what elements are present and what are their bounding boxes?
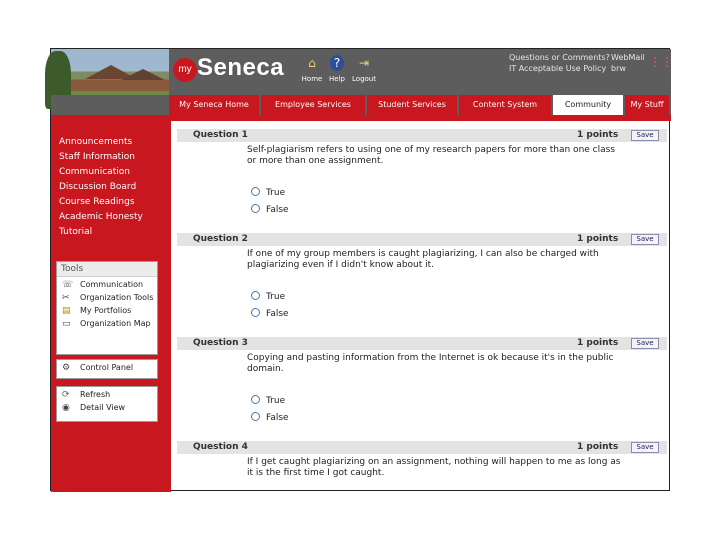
sidebar-item-communication[interactable]: Communication [59,167,130,177]
map-icon: ▭ [62,319,71,329]
answer-option-false[interactable]: False [251,412,289,424]
refresh-icon: ⟳ [62,390,70,400]
logout-icon: ⇥ [358,56,370,70]
top-links [509,52,610,74]
radio-button[interactable] [251,308,260,317]
question-text: If I get caught plagiarizing on an assignment, nothing will happen to me as long as it is the first time I got caught. [247,457,621,478]
question-header [177,129,667,142]
refresh-link[interactable]: ⟳ Refresh [62,390,111,400]
questions-link[interactable]: Questions or Comments? [509,53,610,62]
sidebar [51,121,171,492]
logo-seneca: Seneca [197,54,285,81]
sidebar-item-tutorial[interactable]: Tutorial [59,227,93,237]
radio-button[interactable] [251,291,260,300]
grid-icon[interactable]: ⋮⋮ [649,55,673,69]
tab-my-seneca-home[interactable]: My Seneca Home [169,95,261,115]
brw-link[interactable]: brw [611,64,626,73]
tools-panel [56,261,158,355]
header-bar [51,49,671,95]
question-text: Self-plagiarism refers to using one of my research papers for more than one class or more than one assignment. [247,145,616,166]
question-title: Question 3 [193,338,248,348]
question-title: Question 4 [193,442,248,452]
tools-heading: Tools [57,262,157,277]
save-button[interactable]: Save [631,338,659,349]
control-panel-icon: ⚙ [62,363,71,373]
tool-my-portfolios[interactable]: ▤ My Portfolios [62,306,132,316]
answer-option-false[interactable]: False [251,204,289,216]
question-header [177,233,667,246]
sidebar-nav [59,135,143,240]
question-points: 1 points [577,442,619,452]
question-points: 1 points [577,338,619,348]
question-block [177,233,667,319]
top-right-links [611,52,645,74]
help-button[interactable]: ? Help [329,56,345,83]
home-button[interactable]: ⌂ Home [299,55,325,83]
save-button[interactable]: Save [631,234,659,245]
acceptable-use-link[interactable]: IT Acceptable Use Policy [509,64,607,73]
control-panel-link[interactable]: ⚙ Control Panel [62,363,134,373]
save-button[interactable]: Save [631,442,659,453]
answer-option-true[interactable]: True [251,291,285,303]
portfolio-icon: ▤ [62,306,71,316]
question-points: 1 points [577,130,619,140]
question-block [177,337,667,423]
view-options-box [56,386,158,422]
radio-button[interactable] [251,187,260,196]
radio-button[interactable] [251,395,260,404]
answer-option-false[interactable]: False [251,308,289,320]
organization-tools-icon: ✂ [62,293,70,303]
question-points: 1 points [577,234,619,244]
save-button[interactable]: Save [631,130,659,141]
answer-option-true[interactable]: True [251,187,285,199]
question-title: Question 1 [193,130,248,140]
browser-frame [50,48,673,491]
question-block [177,441,667,478]
tab-my-stuff[interactable]: My Stuff [625,95,671,115]
sidebar-item-academic-honesty[interactable]: Academic Honesty [59,212,143,222]
tab-student-services[interactable]: Student Services [367,95,459,115]
home-icon: ⌂ [308,56,316,70]
help-icon: ? [330,55,344,71]
sidebar-item-course-readings[interactable]: Course Readings [59,197,135,207]
logout-button[interactable]: ⇥ Logout [352,56,376,83]
question-header [177,441,667,454]
tool-organization-map[interactable]: ▭ Organization Map [62,319,151,329]
detail-view-icon: ◉ [62,403,70,413]
tab-employee-services[interactable]: Employee Services [261,95,367,115]
sidebar-item-staff-information[interactable]: Staff Information [59,152,135,162]
radio-button[interactable] [251,204,260,213]
question-header [177,337,667,350]
question-title: Question 2 [193,234,248,244]
sidebar-item-announcements[interactable]: Announcements [59,137,133,147]
question-text: If one of my group members is caught plagiarizing, I can also be charged with plagiarizing even if I didn't know about it. [247,249,599,270]
tab-content-system[interactable]: Content System [459,95,553,115]
answer-option-true[interactable]: True [251,395,285,407]
quiz-content [177,127,669,492]
tool-organization-tools[interactable]: ✂ Organization Tools [62,293,154,303]
communication-icon: ☏ [62,280,74,290]
tool-communication[interactable]: ☏ Communication [62,280,144,290]
question-block [177,129,667,215]
control-panel-box [56,359,158,379]
sidebar-item-discussion-board[interactable]: Discussion Board [59,182,137,192]
question-text: Copying and pasting information from the Internet is ok because it's in the public domain. [247,353,614,374]
radio-button[interactable] [251,412,260,421]
logo-my-badge: my [173,58,197,82]
tab-community[interactable]: Community [553,95,625,115]
detail-view-link[interactable]: ◉ Detail View [62,403,126,413]
webmail-link[interactable]: WebMail [611,53,645,62]
tab-bar [51,95,671,115]
